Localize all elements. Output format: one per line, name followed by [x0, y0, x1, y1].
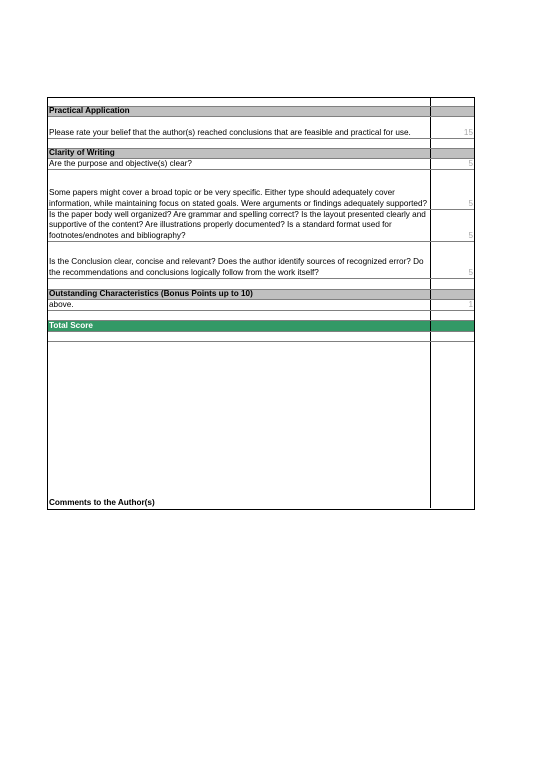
criterion-points[interactable]: 15: [430, 117, 475, 138]
comments-row: [47, 342, 475, 508]
criterion-row: [47, 159, 475, 170]
criterion-text: Is the Conclusion clear, concise and relevant? Does the author identify sources of recognized error? Do the recommendations and conclusions logically follow from the work itself?: [49, 257, 424, 277]
criterion-points[interactable]: 5: [430, 170, 475, 209]
section-title: Outstanding Characteristics (Bonus Points up to 10): [47, 290, 430, 299]
criterion-text: Please rate your belief that the author(s) reached conclusions that are feasible and practical for use.: [49, 127, 411, 137]
section-header-bonus: [47, 290, 475, 300]
blank-row: [47, 332, 475, 342]
section-title: Practical Application: [47, 107, 430, 116]
total-score-row: [47, 321, 475, 332]
section-title: Clarity of Writing: [47, 149, 430, 158]
criterion-text: Some papers might cover a broad topic or be very specific. Either type should adequately cover information, while maintaining focus on stated goals. Were arguments or findings adequately supported?: [49, 188, 428, 208]
blank-row: [47, 311, 475, 321]
rating-sheet: [47, 97, 475, 508]
criterion-row: [47, 300, 475, 311]
criterion-row: [47, 210, 475, 242]
criterion-row: [47, 117, 475, 139]
criterion-text: Are the purpose and objective(s) clear?: [49, 158, 192, 168]
criterion-points[interactable]: 5: [430, 159, 475, 169]
comments-label[interactable]: Comments to the Author(s): [49, 497, 155, 507]
criterion-points[interactable]: 5: [430, 210, 475, 241]
criterion-points[interactable]: 5: [430, 242, 475, 278]
section-header-practical: [47, 107, 475, 117]
criterion-row: [47, 242, 475, 279]
total-score-value[interactable]: [430, 321, 475, 331]
criterion-text: Is the paper body well organized? Are grammar and spelling correct? Is the layout presented clearly and supportive of the content? Are illustrations properly documented? Is a standard format used for footnotes/endnotes and bibliography?: [49, 209, 426, 240]
criterion-points[interactable]: 1: [430, 300, 475, 310]
section-header-clarity: [47, 149, 475, 159]
criterion-text: above.: [49, 299, 74, 309]
total-score-label: Total Score: [47, 321, 430, 331]
criterion-row: [47, 170, 475, 210]
